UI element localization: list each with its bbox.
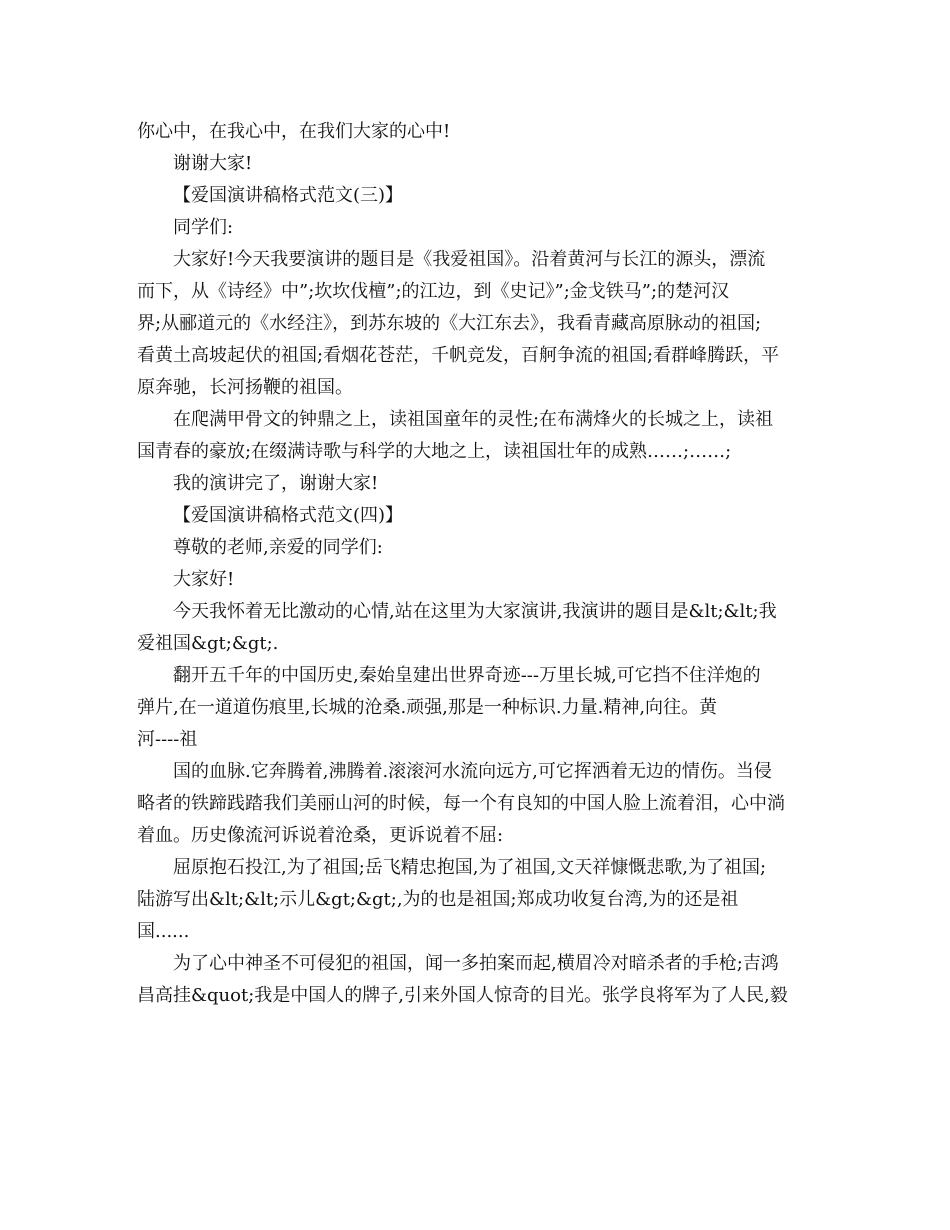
text-line: 界;从郦道元的《水经注》，到苏东坡的《大江东去》，我看青藏高原脉动的祖国; [137,313,762,334]
text-line: 今天我怀着无比激动的心情,站在这里为大家演讲,我演讲的题目是&lt;&lt;我 [173,601,777,622]
text-line: 国...... [137,921,190,942]
text-line: 昌高挂&quot;我是中国人的牌子,引来外国人惊奇的目光。张学良将军为了人民,毅 [137,985,788,1006]
text-line: 而下，从《诗经》中”;坎坎伐檀”;的江边，到《史记》”;金戈铁马”;的楚河汉 [137,281,730,302]
text-line: 我的演讲完了，谢谢大家! [173,473,379,494]
text-line: 原奔驰，长河扬鞭的祖国。 [137,377,353,398]
text-line: 在爬满甲骨文的钟鼎之上，读祖国童年的灵性;在布满烽火的长城之上，读祖 [173,409,774,430]
document-body [137,116,817,1012]
text-line: 弹片,在一道道伤痕里,长城的沧桑.顽强,那是一种标识.力量.精神,向往。黄 [137,697,718,718]
text-line: 爱祖国&gt;&gt;. [137,633,279,654]
text-line: 略者的铁蹄践踏我们美丽山河的时候，每一个有良知的中国人脸上流着泪，心中淌 [137,793,785,814]
text-line: 着血。历史像流河诉说着沧桑，更诉说着不屈: [137,825,504,846]
text-line: 陆游写出&lt;&lt;示儿&gt;&gt;,为的也是祖国;郑成功收复台湾,为的还是祖 [137,889,739,910]
text-line: 谢谢大家! [173,153,253,174]
text-line: 国青春的豪放;在缀满诗歌与科学的大地之上，读祖国壮年的成熟……;……; [137,441,732,462]
text-line: 尊敬的老师,亲爱的同学们: [173,537,383,558]
text-line: 河----祖 [137,729,198,750]
text-line: 屈原抱石投江,为了祖国;岳飞精忠抱国,为了祖国,文天祥慷慨悲歌,为了祖国; [173,857,767,878]
text-line: 大家好!今天我要演讲的题目是《我爱祖国》。沿着黄河与长江的源头，漂流 [173,249,766,270]
text-line: 同学们: [173,217,234,238]
text-line: 大家好! [173,569,235,590]
text-line: 为了心中神圣不可侵犯的祖国，闻一多拍案而起,横眉冷对暗杀者的手枪;吉鸿 [173,953,779,974]
section-heading: 【爱国演讲稿格式范文(四)】 [173,505,404,526]
text-line: 看黄土高坡起伏的祖国;看烟花苍茫，千帆竞发，百舸争流的祖国;看群峰腾跃，平 [137,345,780,366]
text-line: 国的血脉.它奔腾着,沸腾着.滚滚河水流向远方,可它挥洒着无边的情伤。当侵 [173,761,772,782]
text-line: 你心中，在我心中，在我们大家的心中! [137,121,451,142]
section-heading: 【爱国演讲稿格式范文(三)】 [173,185,404,206]
text-line: 翻开五千年的中国历史,秦始皇建出世界奇迹---万里长城,可它挡不住洋炮的 [173,665,761,686]
